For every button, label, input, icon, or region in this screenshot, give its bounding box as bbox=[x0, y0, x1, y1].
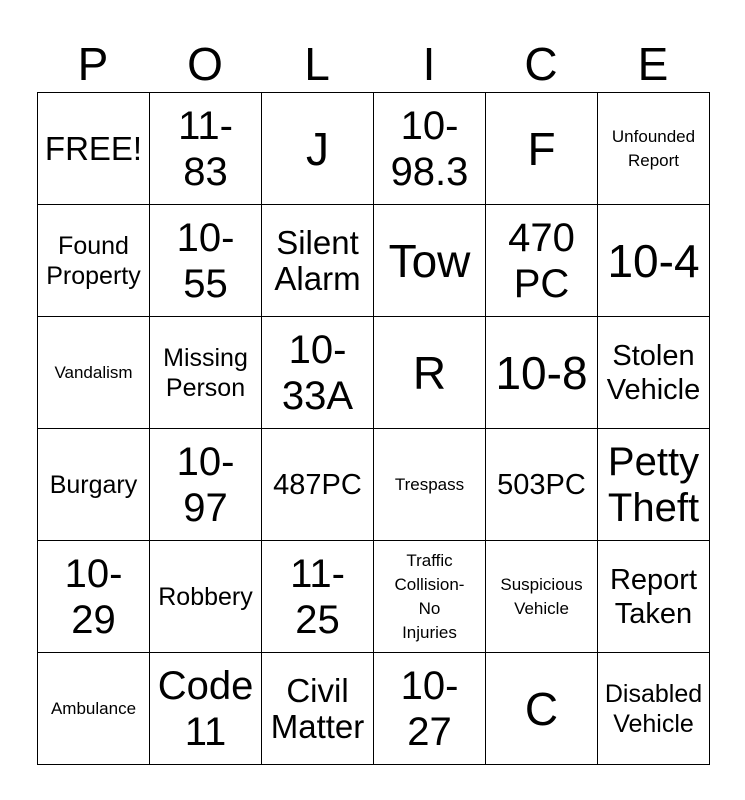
bingo-cell[interactable] bbox=[374, 429, 486, 541]
bingo-cell-label: Burgary bbox=[49, 470, 138, 499]
bingo-cell[interactable] bbox=[374, 653, 486, 765]
bingo-cell[interactable] bbox=[598, 93, 710, 205]
bingo-row bbox=[38, 317, 710, 429]
bingo-cell[interactable] bbox=[374, 541, 486, 653]
header-letter: O bbox=[187, 38, 223, 90]
bingo-cell[interactable] bbox=[150, 429, 262, 541]
bingo-cell-label: Robbery bbox=[158, 582, 253, 611]
bingo-cell-label: Silent Alarm bbox=[274, 223, 361, 297]
bingo-cell-label: 10- 33A bbox=[281, 327, 354, 418]
bingo-cell[interactable] bbox=[38, 205, 150, 317]
bingo-cell-label: J bbox=[306, 122, 329, 175]
bingo-cell-label: FREE! bbox=[44, 129, 143, 167]
bingo-cell-label: 10- 55 bbox=[176, 215, 235, 306]
header-letter: C bbox=[524, 38, 558, 90]
bingo-cell[interactable] bbox=[150, 317, 262, 429]
bingo-cell-label: Suspicious Vehicle bbox=[500, 574, 583, 618]
bingo-cell[interactable] bbox=[598, 429, 710, 541]
bingo-cell-label: 10-4 bbox=[607, 234, 700, 287]
bingo-cell[interactable] bbox=[374, 317, 486, 429]
bingo-cell-label: Tow bbox=[388, 234, 471, 287]
bingo-cell[interactable] bbox=[598, 317, 710, 429]
header-letter: I bbox=[422, 38, 436, 90]
bingo-cell-label: Petty Theft bbox=[607, 439, 700, 530]
bingo-cell[interactable] bbox=[38, 541, 150, 653]
bingo-cell[interactable] bbox=[374, 205, 486, 317]
bingo-cell-label: 10- 29 bbox=[64, 551, 123, 642]
bingo-cell-label: R bbox=[412, 346, 447, 399]
bingo-cell-label: Disabled Vehicle bbox=[604, 679, 703, 738]
bingo-cell-label: Traffic Collision- No Injuries bbox=[394, 550, 465, 642]
bingo-cell-label: 11- 83 bbox=[178, 103, 233, 194]
bingo-cell[interactable] bbox=[262, 317, 374, 429]
bingo-row bbox=[38, 93, 710, 205]
bingo-cell[interactable] bbox=[486, 317, 598, 429]
bingo-cell-label: Trespass bbox=[394, 474, 465, 494]
bingo-cell[interactable] bbox=[150, 93, 262, 205]
bingo-cell[interactable] bbox=[262, 429, 374, 541]
bingo-cell[interactable] bbox=[38, 317, 150, 429]
bingo-cell-label: 487PC bbox=[273, 468, 362, 501]
bingo-board bbox=[37, 92, 710, 765]
bingo-cell-label: 10-8 bbox=[495, 346, 588, 399]
bingo-cell[interactable] bbox=[262, 541, 374, 653]
bingo-cell-label: Unfounded Report bbox=[611, 126, 696, 170]
bingo-cell[interactable] bbox=[150, 541, 262, 653]
bingo-cell-label: 10- 98.3 bbox=[390, 103, 469, 194]
bingo-cell-label: Report Taken bbox=[609, 563, 698, 630]
bingo-cell-label: 10- 27 bbox=[400, 663, 459, 754]
bingo-cell-label: 10- 97 bbox=[176, 439, 235, 530]
bingo-cell-label: 503PC bbox=[497, 468, 586, 501]
bingo-cell[interactable] bbox=[262, 93, 374, 205]
bingo-cell[interactable] bbox=[486, 205, 598, 317]
bingo-cell[interactable] bbox=[38, 93, 150, 205]
bingo-cell[interactable] bbox=[262, 205, 374, 317]
bingo-cell-label: F bbox=[527, 122, 556, 175]
bingo-cell-label: Stolen Vehicle bbox=[606, 339, 701, 406]
bingo-cell[interactable] bbox=[598, 205, 710, 317]
header-letter: P bbox=[77, 38, 109, 90]
bingo-row bbox=[38, 541, 710, 653]
bingo-cell[interactable] bbox=[486, 93, 598, 205]
bingo-cell[interactable] bbox=[38, 429, 150, 541]
bingo-cell-label: 470 PC bbox=[508, 215, 575, 306]
bingo-row bbox=[38, 429, 710, 541]
bingo-cell[interactable] bbox=[486, 429, 598, 541]
bingo-cell[interactable] bbox=[486, 653, 598, 765]
bingo-cell[interactable] bbox=[262, 653, 374, 765]
bingo-cell-label: Ambulance bbox=[50, 698, 137, 718]
header-letter: L bbox=[304, 38, 330, 90]
bingo-cell[interactable] bbox=[38, 653, 150, 765]
bingo-cell[interactable] bbox=[374, 93, 486, 205]
bingo-cell[interactable] bbox=[598, 541, 710, 653]
bingo-cell[interactable] bbox=[150, 653, 262, 765]
header-letter: E bbox=[637, 38, 669, 90]
bingo-cell[interactable] bbox=[486, 541, 598, 653]
bingo-cell-label: Found Property bbox=[46, 231, 141, 290]
bingo-cell-label: Code 11 bbox=[157, 663, 254, 754]
bingo-cell-label: Missing Person bbox=[163, 343, 248, 402]
bingo-cell[interactable] bbox=[150, 205, 262, 317]
bingo-row bbox=[38, 653, 710, 765]
bingo-cell[interactable] bbox=[598, 653, 710, 765]
bingo-cell-label: 11- 25 bbox=[290, 551, 345, 642]
bingo-cell-label: Civil Matter bbox=[270, 671, 365, 745]
bingo-header bbox=[37, 36, 709, 92]
bingo-cell-label: C bbox=[524, 682, 559, 735]
bingo-row bbox=[38, 205, 710, 317]
bingo-cell-label: Vandalism bbox=[54, 362, 133, 382]
